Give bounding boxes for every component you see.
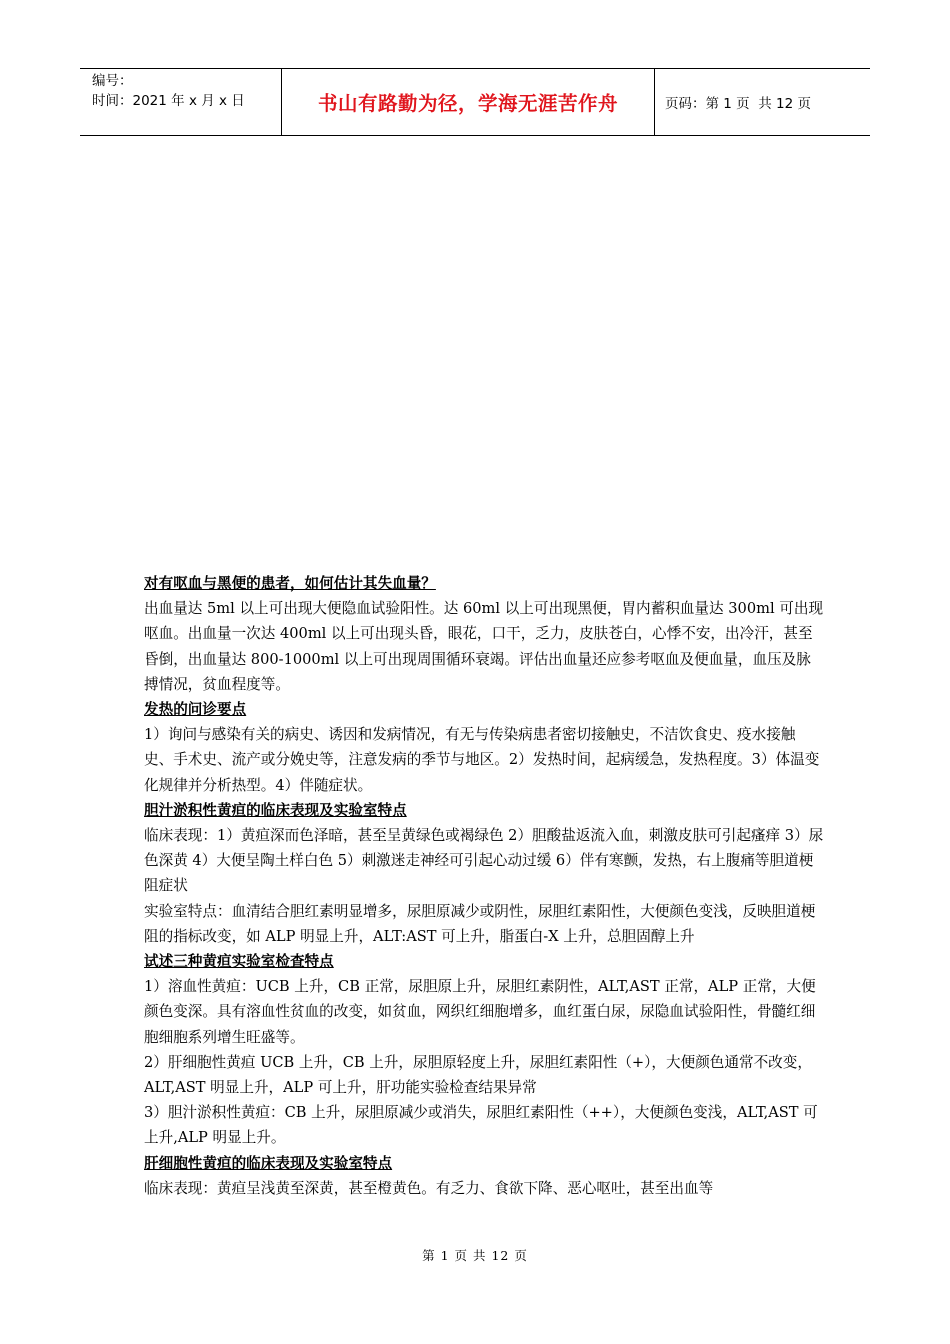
document-body: [144, 571, 824, 1201]
page-footer: 第 1 页 共 12 页: [422, 1248, 528, 1263]
header-meta: [80, 69, 282, 135]
paragraph: 临床表现：黄疸呈浅黄至深黄，甚至橙黄色。有乏力、食欲下降、恶心呕吐，甚至出血等: [144, 1179, 714, 1197]
section-blood-loss: [144, 571, 824, 697]
document-number-label: 编号：: [92, 73, 133, 89]
section-heading: 发热的问诊要点: [144, 701, 247, 719]
paragraph: 3）胆汁淤积性黄疸：CB 上升，尿胆原减少或消失，尿胆红素阳性（++），大便颜色变浅，ALT,AST 可上升,ALP 明显上升。: [144, 1104, 818, 1147]
section-heading: 对有呕血与黑便的患者，如何估计其失血量？: [144, 575, 436, 592]
section-fever-inquiry: [144, 697, 824, 798]
section-heading: 胆汁淤积性黄疸的临床表现及实验室特点: [144, 801, 407, 819]
header-motto: 书山有路勤为径，学海无涯苦作舟: [282, 69, 655, 135]
paragraph: 1）询问与感染有关的病史、诱因和发病情况，有无与传染病患者密切接触史，不洁饮食史、疫水接触史、手术史、流产或分娩史等，注意发病的季节与地区。2）发热时间，起病缓急，发热程度。3）体温变化规律并分析热型。4）伴随症状。: [144, 726, 820, 794]
section-heading: 肝细胞性黄疸的临床表现及实验室特点: [144, 1154, 393, 1172]
header-page-info: 页码：第 1 页 共 12 页: [665, 96, 812, 112]
page-header: [80, 68, 870, 136]
section-three-jaundice-types: [144, 949, 824, 1151]
section-hepatocellular-jaundice: [144, 1151, 824, 1201]
paragraph: 出血量达 5ml 以上可出现大便隐血试验阳性。达 60ml 以上可出现黑便，胃内蓄积血量达 300ml 可出现呕血。出血量一次达 400ml 以上可出现头昏，眼花，口干，乏力，皮肤苍白，心悸不安，出冷汗，甚至昏倒，出血量达 800-1000ml 以上可出现周围循环衰竭。评估出血量还应参考呕血及便血量，血压及脉搏情况，贫血程度等。: [144, 600, 824, 693]
paragraph: 2）肝细胞性黄疸 UCB 上升，CB 上升，尿胆原轻度上升，尿胆红素阳性（+），大便颜色通常不改变，ALT,AST 明显上升，ALP 可上升，肝功能实验检查结果异常: [144, 1053, 812, 1097]
section-cholestatic-jaundice: [144, 798, 824, 949]
document-date: 时间：2021 年 x 月 x 日: [92, 93, 245, 109]
paragraph: 临床表现：1）黄疸深而色泽暗，甚至呈黄绿色或褐绿色 2）胆酸盐返流入血，刺激皮肤可引起瘙痒 3）尿色深黄 4）大便呈陶土样白色 5）刺激迷走神经可引起心动过缓 6）伴有寒颤，发热，右上腹痛等胆道梗阻症状: [144, 827, 824, 895]
paragraph: 实验室特点：血清结合胆红素明显增多，尿胆原减少或阴性，尿胆红素阳性，大便颜色变浅，反映胆道梗阻的指标改变，如 ALP 明显上升，ALT:AST 可上升，脂蛋白-X 上升，总胆固醇上升: [144, 902, 816, 945]
paragraph: 1）溶血性黄疸：UCB 上升，CB 正常，尿胆原上升，尿胆红素阴性，ALT,AST 正常，ALP 正常，大便颜色变深。具有溶血性贫血的改变，如贫血，网织红细胞增多，血红蛋白尿，尿隐血试验阳性，骨髓红细胞细胞系列增生旺盛等。: [144, 978, 816, 1046]
section-heading: 试述三种黄疸实验室检查特点: [144, 953, 334, 971]
